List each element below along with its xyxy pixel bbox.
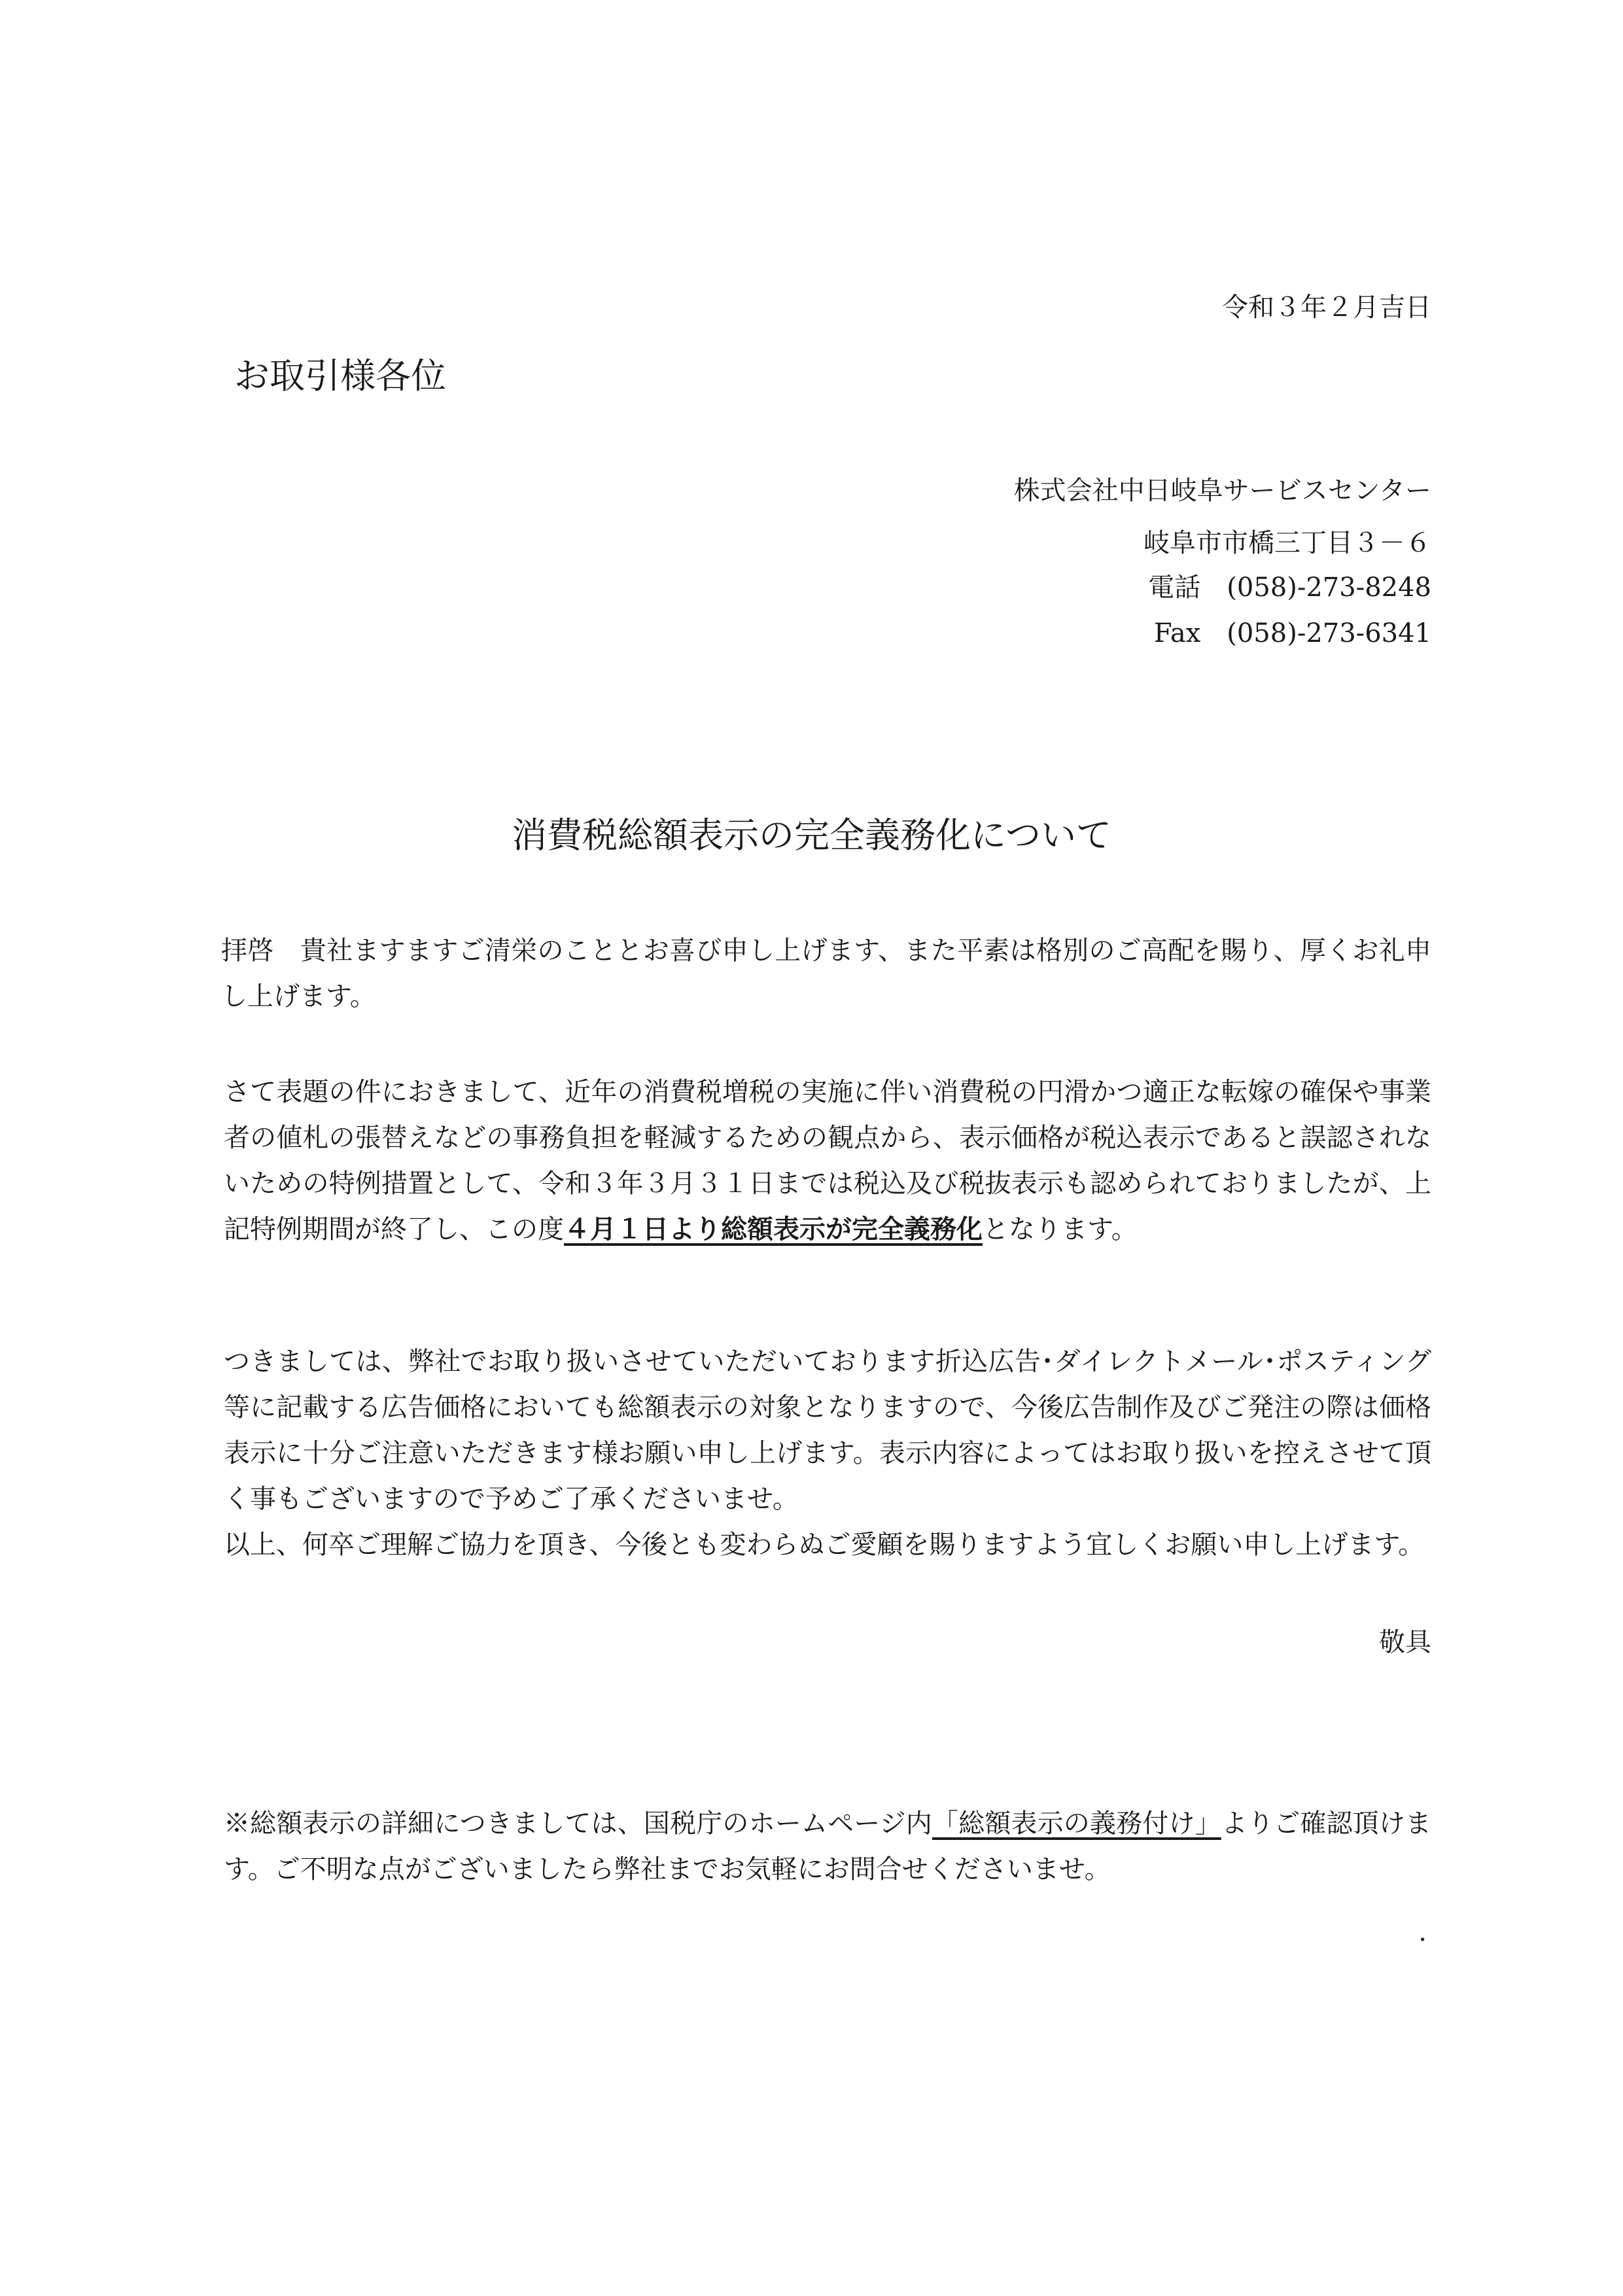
document-title: 消費税総額表示の完全義務化について [512,815,1111,856]
note-paragraph [198,1801,1431,1892]
sender-company: 株式会社中日岐阜サービスセンター [1013,476,1431,506]
greeting-paragraph [198,928,1431,1019]
letter-date: 令和３年２月吉日 [1222,292,1431,323]
request-paragraphs [198,1339,1431,1568]
thanks-paragraph: 以上、何卒ご理解ご協力を頂き、今後とも変わらぬご愛顧を賜りますよう宜しくお願い申し上げます。 [224,1530,1425,1560]
sender-fax: Fax (058)-273-6341 [1153,618,1431,648]
main-paragraph-tail: となります。 [983,1214,1138,1245]
emphasis-deadline: ４月１日より総額表示が完全義務化 [564,1214,983,1245]
sender-phone: 電話 (058)-273-8248 [1148,573,1431,603]
note-lead: ※総額表示の詳細につきましては、国税庁のホームページ内 [224,1809,932,1839]
closing-salutation: 敬具 [1379,1627,1431,1657]
sender-address: 岐阜市市橋三丁目３－６ [1143,528,1431,558]
addressee: お取引様各位 [234,355,446,397]
trailing-mark: . [1418,1917,1427,1947]
main-paragraph-lead: さて表題の件におきまして、近年の消費税増税の実施に伴い消費税の円滑かつ適正な転嫁の確保や事業者の値札の張替えなどの事務負担を軽減するための観点から、表示価格が税込表示であると誤認されないための特例措置として、令和３年３月３１日までは税込及び税抜表示も認められておりましたが、上記特例期間が終了し、この度 [224,1077,1431,1245]
greeting-text: 拝啓 貴社ますますご清栄のこととお喜び申し上げます、また平素は格別のご高配を賜り、厚くお礼申し上げます。 [221,936,1431,1012]
request-paragraph: つきましては、弊社でお取り扱いさせていただいております折込広告･ダイレクトメール･ポスティング等に記載する広告価格においても総額表示の対象となりますので、今後広告制作及びご発注の際は価格表示に十分ご注意いただきます様お願い申し上げます。表示内容によってはお取り扱いを控えさせて頂く事もございますので予めご了承くださいませ。 [224,1347,1431,1514]
note-tail: よりご確認頂けます。ご不明な点がございましたら弊社までお気軽にお問合せくださいませ。 [224,1809,1432,1884]
note-text [198,1801,1431,1892]
main-paragraph [198,1069,1431,1252]
nta-link-reference: 「総額表示の義務付け」 [932,1809,1221,1839]
main-paragraph-text [198,1069,1431,1252]
